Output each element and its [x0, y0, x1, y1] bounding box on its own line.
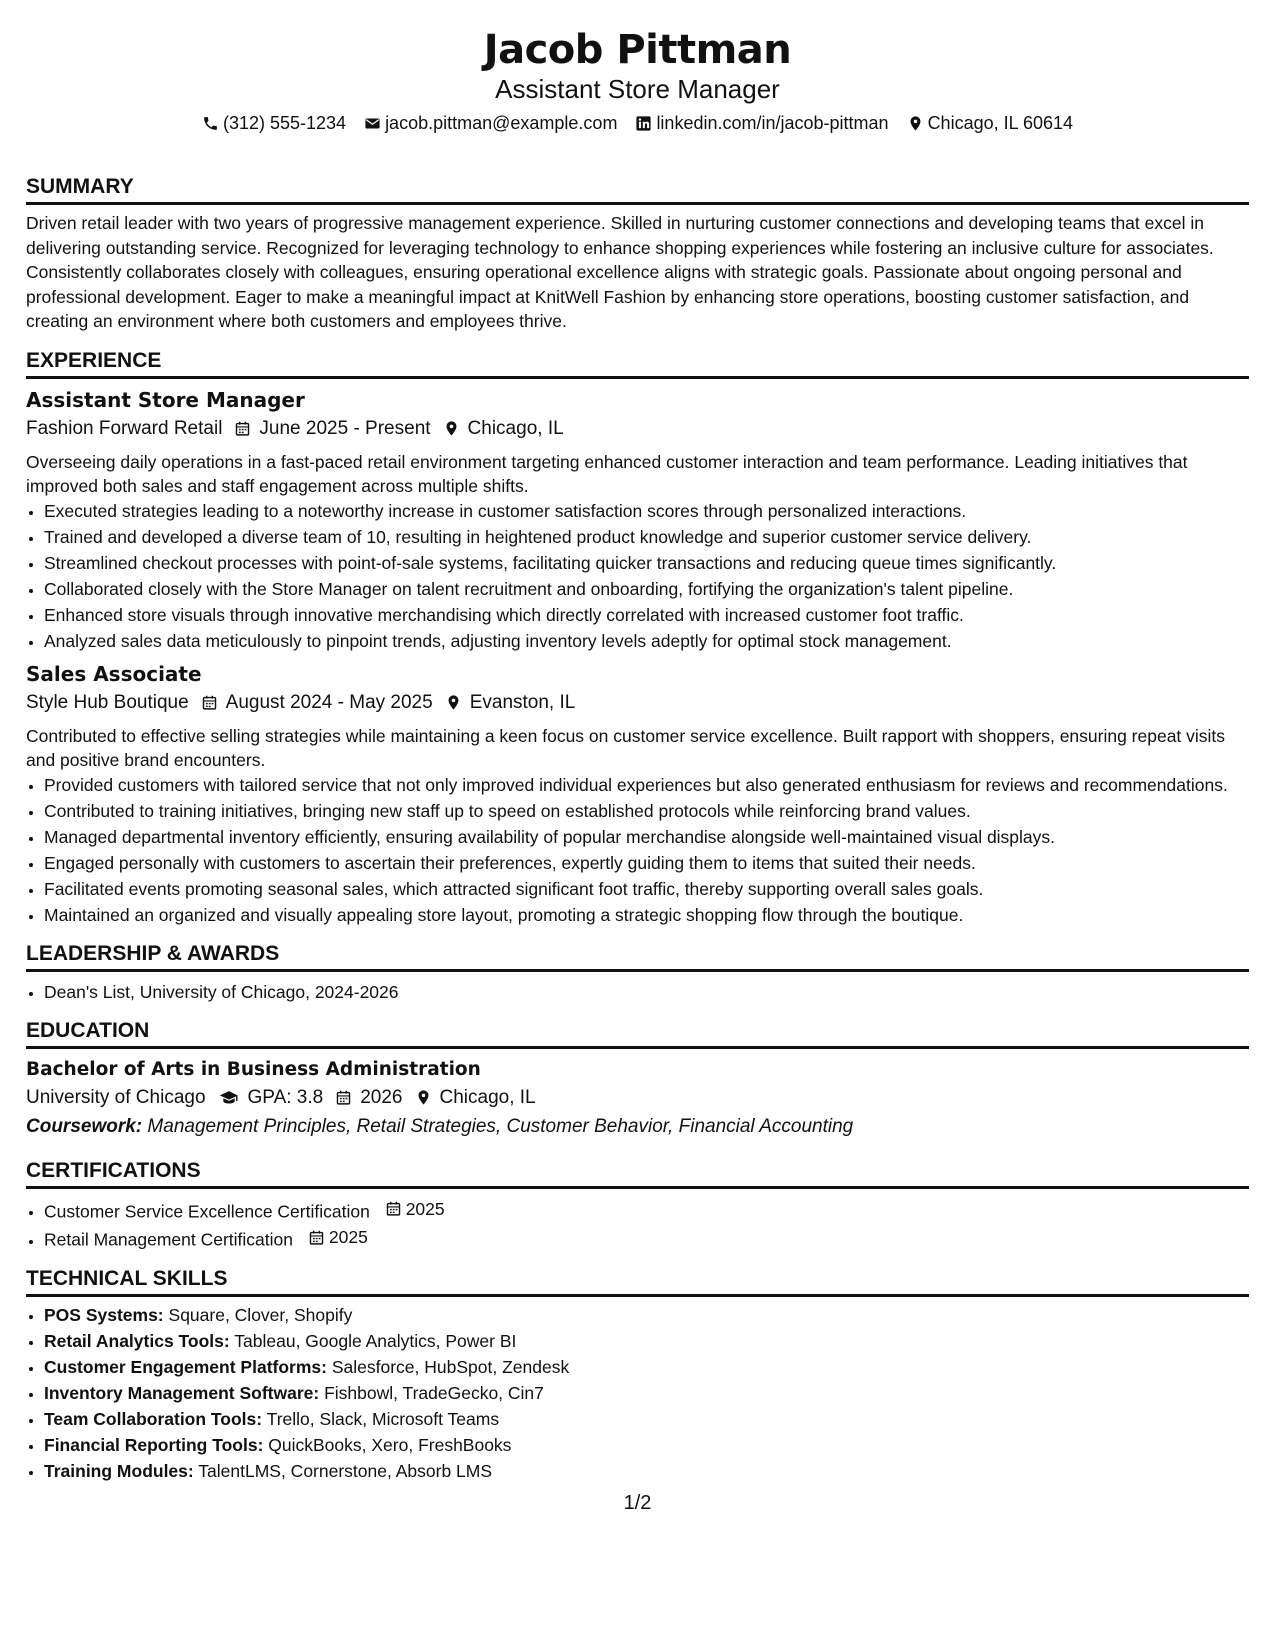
education-meta — [26, 1085, 1249, 1111]
contact-linkedin[interactable] — [635, 112, 888, 134]
skill-value: Square, Clover, Shopify — [168, 1304, 353, 1325]
summary-text: Driven retail leader with two years of progressive management experience. Skilled in nurturing customer connections and developing teams that excel in delivering outstanding service. Recognized for leveraging technology to enhance shopping experiences while fostering an inclusive culture for associates. Consistently collaborates closely with colleagues, ensuring operational excellence aligns with strategic goals. Passionate about ongoing personal and professional development. Eager to make a meaningful impact at KnitWell Fashion by enhancing store operations, boosting customer satisfaction, and creating an environment where both customers and employees thrive. — [26, 213, 1214, 331]
resume-page — [26, 0, 1249, 1650]
candidate-name: Jacob Pittman — [483, 27, 792, 73]
list-item — [44, 1381, 1249, 1405]
skill-value: TalentLMS, Cornerstone, Absorb LMS — [198, 1460, 493, 1481]
list-item: • Collaborated closely with the Store Manager on talent recruitment and onboarding, fortifying the organization's talent pipeline. — [44, 577, 1249, 601]
certification-name: Customer Service Excellence Certification — [44, 1201, 370, 1221]
section-title-education: EDUCATION — [26, 1018, 1249, 1049]
job-entry — [26, 387, 1249, 653]
envelope-icon — [364, 115, 381, 132]
degree-title: Bachelor of Arts in Business Administration — [26, 1058, 481, 1080]
skill-label: POS Systems: — [44, 1304, 164, 1325]
job-location: Chicago, IL — [467, 417, 564, 439]
resume-header — [26, 26, 1249, 134]
skill-label: Retail Analytics Tools: — [44, 1330, 230, 1351]
map-pin-icon — [445, 694, 462, 711]
list-item: • Provided customers with tailored service that not only improved individual experiences but also generated enthusiasm for reviews and recommendations. — [44, 773, 1249, 797]
job-summary: Overseeing daily operations in a fast-paced retail environment targeting enhanced customer interaction and team performance. Leading initiatives that improved both sales and staff engagement across multiple shifts. — [26, 451, 1188, 496]
leadership-section — [26, 941, 1249, 1004]
coursework — [26, 1114, 1249, 1140]
job-summary: Contributed to effective selling strategies while maintaining a keen focus on customer service excellence. Built rapport with shoppers, ensuring repeat visits and positive brand encounters. — [26, 725, 1226, 770]
map-pin-icon — [907, 115, 924, 132]
phone-text: (312) 555-1234 — [222, 113, 347, 133]
list-item: • Analyzed sales data meticulously to pinpoint trends, adjusting inventory levels adeptly for optimal stock management. — [44, 629, 1249, 653]
skill-value: Salesforce, HubSpot, Zendesk — [331, 1356, 570, 1377]
location-text: Chicago, IL 60614 — [927, 113, 1074, 133]
leadership-list — [26, 980, 1249, 1004]
job-bullets — [26, 499, 1249, 653]
list-item — [44, 1197, 1249, 1224]
job-dates: June 2025 - Present — [259, 417, 431, 439]
section-title-skills: TECHNICAL SKILLS — [26, 1266, 1249, 1297]
coursework-text: Management Principles, Retail Strategies, Customer Behavior, Financial Accounting — [147, 1115, 854, 1137]
skill-value: QuickBooks, Xero, FreshBooks — [268, 1434, 512, 1455]
contact-location — [907, 112, 1073, 134]
calendar-icon — [335, 1089, 352, 1106]
linkedin-icon — [635, 115, 652, 132]
list-item: • Contributed to training initiatives, bringing new staff up to speed on established protocols while reinforcing brand values. — [44, 799, 1249, 823]
skill-label: Team Collaboration Tools: — [44, 1408, 263, 1429]
list-item: • Facilitated events promoting seasonal sales, which attracted significant foot traffic, thereby supporting overall sales goals. — [44, 877, 1249, 901]
certification-year: 2025 — [328, 1227, 368, 1247]
certifications-list — [26, 1197, 1249, 1252]
job-entry — [26, 661, 1249, 927]
job-dates: August 2024 - May 2025 — [225, 691, 433, 713]
coursework-label: Coursework: — [26, 1115, 143, 1137]
list-item — [44, 1225, 1249, 1252]
education-section — [26, 1018, 1249, 1140]
list-item — [44, 1433, 1249, 1457]
skill-value: Tableau, Google Analytics, Power BI — [234, 1330, 517, 1351]
certification-year: 2025 — [405, 1198, 445, 1219]
job-title: Sales Associate — [26, 661, 202, 686]
job-title: Assistant Store Manager — [26, 387, 305, 412]
list-item — [44, 1329, 1249, 1353]
skills-list — [26, 1303, 1249, 1483]
school-location: Chicago, IL — [439, 1086, 536, 1108]
page-number: 1/2 — [623, 1492, 652, 1514]
linkedin-link[interactable]: linkedin.com/in/jacob-pittman — [656, 113, 889, 133]
list-item: • Managed departmental inventory efficiently, ensuring availability of popular merchandise alongside well-maintained visual displays. — [44, 825, 1249, 849]
list-item — [44, 1355, 1249, 1379]
experience-section — [26, 348, 1249, 927]
certifications-section — [26, 1158, 1249, 1252]
section-title-summary: SUMMARY — [26, 174, 1249, 205]
school-name: University of Chicago — [26, 1086, 206, 1108]
email-link[interactable]: jacob.pittman@example.com — [385, 113, 618, 133]
skills-section — [26, 1266, 1249, 1483]
gpa-text: GPA: 3.8 — [247, 1086, 324, 1108]
skill-label: Training Modules: — [44, 1460, 194, 1481]
list-item: • Maintained an organized and visually appealing store layout, promoting a strategic shopping flow through the boutique. — [44, 903, 1249, 927]
contact-phone — [202, 112, 346, 134]
map-pin-icon — [443, 420, 460, 437]
list-item: • Enhanced store visuals through innovative merchandising which directly correlated with increased customer foot traffic. — [44, 603, 1249, 627]
graduation-year: 2026 — [360, 1086, 403, 1108]
skill-label: Financial Reporting Tools: — [44, 1434, 264, 1455]
list-item — [44, 1303, 1249, 1327]
calendar-icon — [201, 694, 218, 711]
contact-email[interactable] — [364, 112, 617, 134]
phone-icon — [202, 115, 219, 132]
graduation-cap-icon — [218, 1089, 240, 1106]
job-meta — [26, 416, 1249, 442]
section-title-certifications: CERTIFICATIONS — [26, 1158, 1249, 1189]
skill-label: Customer Engagement Platforms: — [44, 1356, 327, 1377]
list-item: • Dean's List, University of Chicago, 2024-2026 — [44, 980, 1249, 1004]
calendar-icon — [234, 420, 251, 437]
list-item — [44, 1407, 1249, 1431]
skill-label: Inventory Management Software: — [44, 1382, 320, 1403]
list-item — [44, 1459, 1249, 1483]
job-meta — [26, 690, 1249, 716]
candidate-role: Assistant Store Manager — [495, 74, 780, 104]
section-title-experience: EXPERIENCE — [26, 348, 1249, 379]
list-item: • Engaged personally with customers to ascertain their preferences, expertly guiding them to items that suited their needs. — [44, 851, 1249, 875]
map-pin-icon — [415, 1089, 432, 1106]
certification-name: Retail Management Certification — [44, 1229, 294, 1250]
skill-value: Trello, Slack, Microsoft Teams — [266, 1408, 500, 1429]
list-item: • Trained and developed a diverse team of 10, resulting in heightened product knowledge and superior customer service delivery. — [44, 525, 1249, 549]
skill-value: Fishbowl, TradeGecko, Cin7 — [324, 1382, 544, 1403]
summary-section — [26, 174, 1249, 334]
job-location: Evanston, IL — [469, 691, 576, 713]
contact-row — [26, 112, 1249, 134]
calendar-icon — [308, 1229, 325, 1246]
list-item: • Streamlined checkout processes with point-of-sale systems, facilitating quicker transactions and reducing queue times significantly. — [44, 551, 1249, 575]
calendar-icon — [385, 1200, 402, 1217]
job-bullets — [26, 773, 1249, 927]
job-company: Fashion Forward Retail — [26, 417, 223, 439]
section-title-leadership: LEADERSHIP & AWARDS — [26, 941, 1249, 972]
job-company: Style Hub Boutique — [26, 691, 189, 713]
list-item: • Executed strategies leading to a noteworthy increase in customer satisfaction scores through personalized interactions. — [44, 499, 1249, 523]
